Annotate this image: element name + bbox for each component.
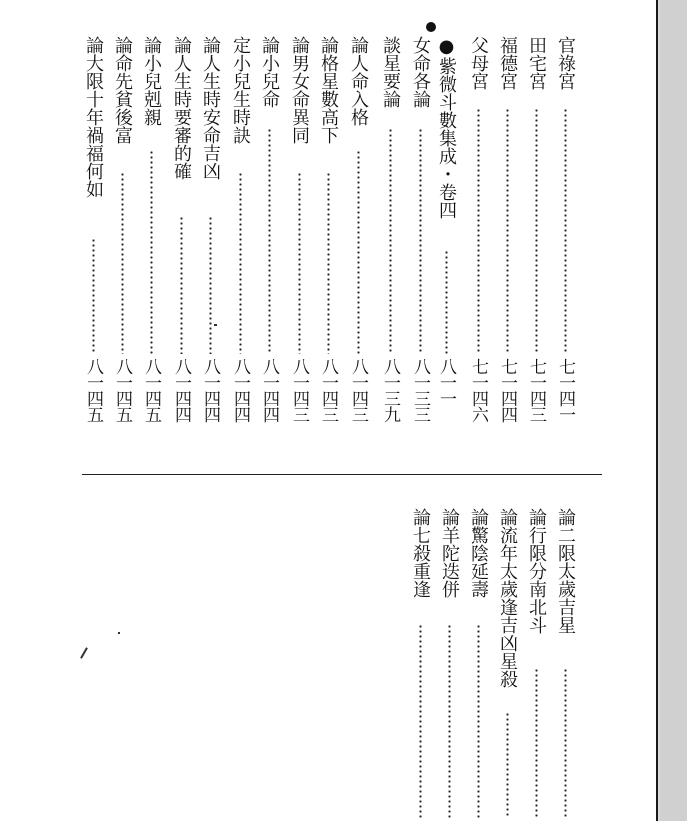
- toc-entry-title: 論男女命異同: [289, 36, 310, 144]
- toc-entry-title: 論七殺重逢: [410, 508, 431, 598]
- dot-leader: [535, 668, 538, 818]
- toc-entry-title: 女命各論: [410, 36, 431, 108]
- dot-leader: [445, 250, 448, 354]
- toc-page-number: 七一四四: [497, 358, 517, 422]
- dot-leader: [327, 172, 330, 354]
- toc-page-number: 八一四三: [289, 358, 309, 422]
- toc-entry-title: 談星要論: [380, 36, 401, 108]
- toc-page-number: 八一三九: [380, 358, 400, 422]
- dot-leader: [506, 108, 509, 354]
- toc-page-number: 八一四四: [171, 358, 191, 422]
- toc-entry-title: 論格星數高下: [318, 36, 339, 144]
- toc-entry-title: 論行限分南北斗: [526, 508, 547, 634]
- toc-entry-title: 論小兒命: [259, 36, 280, 108]
- dot-leader: [92, 238, 95, 354]
- dot-leader: [419, 128, 422, 354]
- dot-leader: [419, 624, 422, 818]
- dot-leader: [268, 128, 271, 354]
- toc-page-number: 八一四五: [83, 358, 103, 422]
- toc-entry-title: 論大限十年禍福何如: [83, 36, 104, 198]
- dot-leader: [298, 172, 301, 354]
- toc-entry-title: 定小兒生時訣: [230, 36, 251, 144]
- scan-speck: [214, 324, 217, 326]
- toc-entry-title: 田宅宮: [526, 36, 547, 90]
- scan-speck: [118, 632, 120, 634]
- toc-entry-title: 官祿宮: [555, 36, 576, 90]
- toc-page-number: 八一四三: [348, 358, 368, 422]
- dot-leader: [180, 216, 183, 354]
- scan-speck: [80, 647, 88, 658]
- toc-page-number: 八一一: [436, 358, 456, 406]
- toc-entry-title: 論羊陀迭併: [439, 508, 460, 598]
- toc-entry-title: 論人生時要審的確: [171, 36, 192, 180]
- toc-page-number: 八一三三: [410, 358, 430, 422]
- toc-page-number: 八一四五: [112, 358, 132, 422]
- dot-leader: [209, 216, 212, 354]
- toc-entry-title: 福德宮: [497, 36, 518, 90]
- dot-leader: [506, 712, 509, 818]
- toc-page-number: 八一四四: [230, 358, 250, 422]
- dot-leader: [389, 128, 392, 354]
- toc-entry-title: 論人命入格: [348, 36, 369, 126]
- section-bullet: [426, 22, 436, 32]
- viewer-margin: [660, 0, 687, 821]
- toc-page-number: 八一四三: [318, 358, 338, 422]
- toc-page-number: 七一四六: [468, 358, 488, 422]
- dot-leader: [150, 150, 153, 354]
- dot-leader: [564, 668, 567, 818]
- dot-leader: [477, 108, 480, 354]
- toc-entry-title: 論驚陰延壽: [468, 508, 489, 598]
- toc-page-number: 八一四五: [141, 358, 161, 422]
- dot-leader: [477, 624, 480, 818]
- toc-page-number: 八一四四: [200, 358, 220, 422]
- toc-entry-title: 論二限太歲吉星: [555, 508, 576, 634]
- toc-entry-title: 論流年太歲逢吉凶星殺: [497, 508, 518, 688]
- dot-leader: [239, 172, 242, 354]
- toc-section-title: ●紫微斗數集成・卷四: [436, 36, 457, 219]
- dot-leader: [564, 108, 567, 354]
- toc-entry-title: 論命先貧後富: [112, 36, 133, 144]
- toc-page-number: 八一四四: [259, 358, 279, 422]
- section-divider: [82, 474, 602, 475]
- toc-entry-title: 父母宮: [468, 36, 489, 90]
- dot-leader: [448, 624, 451, 818]
- toc-entry-title: 論人生時安命吉凶: [200, 36, 221, 180]
- toc-entry-title: 論小兒剋親: [141, 36, 162, 126]
- toc-page-number: 七一四一: [555, 358, 575, 422]
- dot-leader: [357, 150, 360, 354]
- dot-leader: [121, 172, 124, 354]
- dot-leader: [535, 108, 538, 354]
- toc-page-number: 七一四三: [526, 358, 546, 422]
